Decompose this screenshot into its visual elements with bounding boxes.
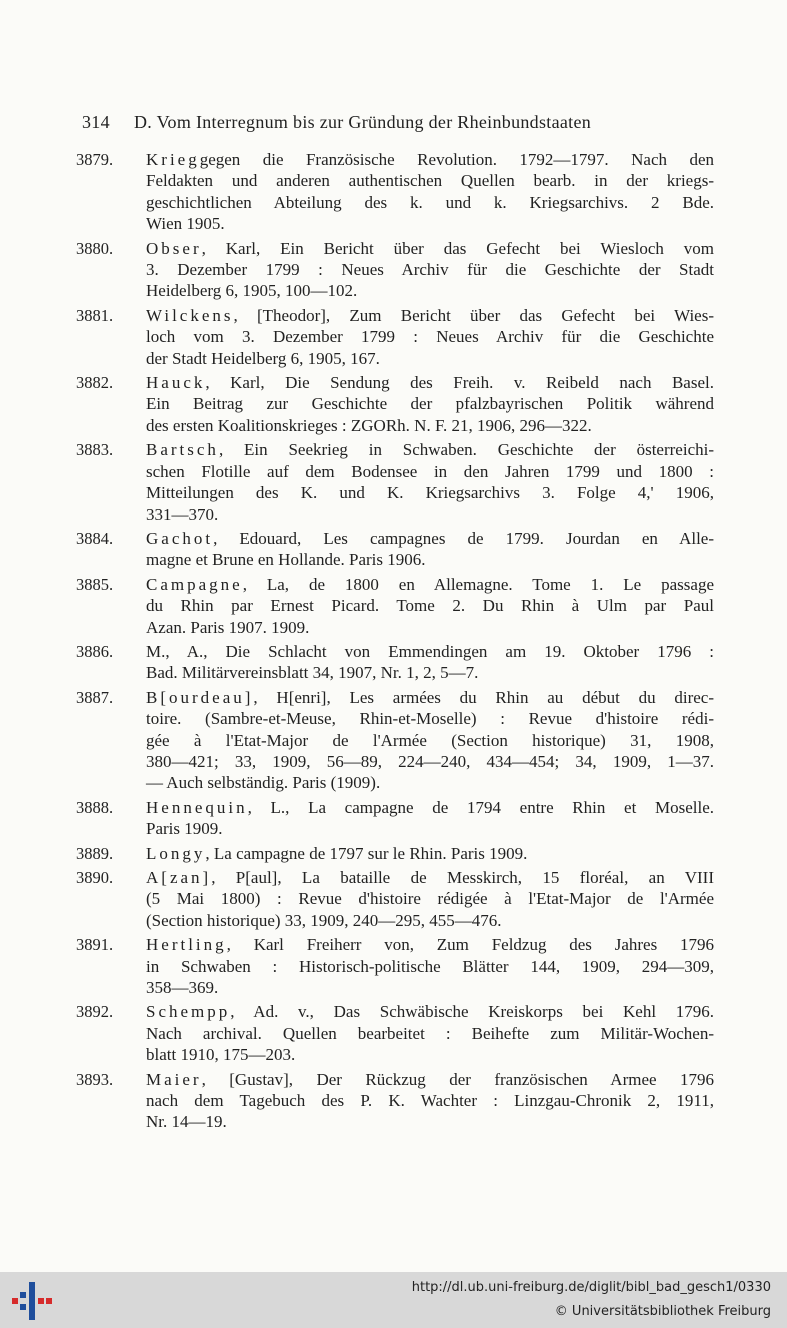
entry-line — [146, 708, 714, 729]
entry-line-text: der Stadt Heidelberg 6, 1905, 167. — [146, 348, 380, 368]
entry-line — [146, 149, 714, 170]
bibliography-entry — [76, 687, 714, 794]
entry-line — [146, 482, 714, 503]
entry-line-text: (5 Mai 1800) : Revue d'histoire rédigée à l'Etat-Major de l'Armée — [146, 889, 714, 909]
entry-line-text: in Schwaben : Historisch-politische Blätter 144, 1909, 294—309, — [146, 956, 714, 976]
entry-line-text: 331—370. — [146, 504, 219, 524]
bibliography-entry — [76, 843, 714, 864]
entry-line — [146, 192, 714, 213]
entry-line — [146, 977, 714, 998]
bibliography-entry — [76, 934, 714, 998]
entry-line-text: nach dem Tagebuch des P. K. Wachter : Linzgau-Chronik 2, 1911, — [146, 1091, 714, 1111]
entry-line-text: gée à l'Etat-Major de l'Armée (Section historique) 31, 1908, — [146, 730, 714, 750]
bibliography-entry — [76, 528, 714, 571]
entry-line-text: du Rhin par Ernest Picard. Tome 2. Du Rhin à Ulm par Paul — [146, 596, 714, 616]
entry-line-text: Feldakten und anderen authentischen Quellen bearb. in der kriegs- — [146, 171, 714, 191]
entry-line — [146, 439, 714, 460]
entry-line-text: , Karl, Die Sendung des Freih. v. Reibeld nach Basel. — [205, 373, 714, 393]
entry-line-text: geschichtlichen Abteilung des k. und k. Kriegsarchivs. 2 Bde. — [146, 192, 714, 212]
bibliography-entry — [76, 867, 714, 931]
entry-line-text: Paris 1909. — [146, 819, 223, 839]
entry-line — [146, 170, 714, 191]
entry-text — [146, 305, 714, 369]
entry-text — [146, 372, 714, 436]
entry-author: Hauck — [146, 373, 206, 393]
entry-line — [146, 259, 714, 280]
bibliography-entry — [76, 574, 714, 638]
entry-author: Maier — [146, 1069, 202, 1089]
entry-line — [146, 617, 714, 638]
footer-bar — [0, 1272, 787, 1328]
bibliography-entry — [76, 305, 714, 369]
entry-line-text: (Section historique) 33, 1909, 240—295, 455—476. — [146, 910, 502, 930]
entry-text — [146, 149, 714, 235]
entry-line-text: loch vom 3. Dezember 1799 : Neues Archiv für die Geschichte — [146, 327, 714, 347]
entry-line — [146, 549, 714, 570]
entry-line — [146, 1111, 714, 1132]
entry-number: 3884. — [76, 528, 114, 548]
bibliography-entry — [76, 797, 714, 840]
entry-line — [146, 348, 714, 369]
entry-line — [146, 843, 714, 864]
entry-line — [146, 867, 714, 888]
entry-author: Obser — [146, 238, 202, 258]
entry-author: Hertling — [146, 935, 227, 955]
entry-line-text: des ersten Koalitionskrieges : ZGORh. N. F. 21, 1906, 296—322. — [146, 415, 592, 435]
entry-number: 3891. — [76, 935, 114, 955]
bibliography-entry — [76, 641, 714, 684]
entry-line-text: Wien 1905. — [146, 214, 225, 234]
entry-number: 3893. — [76, 1069, 114, 1089]
entry-line-text: , La, de 1800 en Allemagne. Tome 1. Le passage — [242, 574, 714, 594]
entry-number: 3882. — [76, 373, 114, 393]
entry-text — [146, 1069, 714, 1133]
entry-text — [146, 439, 714, 525]
entry-line-text: , H[enri], Les armées du Rhin au début du direc- — [253, 687, 714, 707]
entry-number: 3879. — [76, 150, 114, 169]
entry-author: B[ourdeau] — [146, 687, 254, 707]
entry-line-text: Azan. Paris 1907. 1909. — [146, 617, 310, 637]
entry-line-text: , L., La campagne de 1794 entre Rhin et Moselle. — [247, 797, 714, 817]
entry-line — [146, 1023, 714, 1044]
entry-line — [146, 372, 714, 393]
entry-line — [146, 751, 714, 772]
entry-line — [146, 595, 714, 616]
entry-text — [146, 238, 714, 302]
entry-line — [146, 797, 714, 818]
bibliography-entry — [76, 238, 714, 302]
entry-line — [146, 772, 714, 793]
entry-text — [146, 867, 714, 931]
entry-line — [146, 393, 714, 414]
entry-number: 3880. — [76, 238, 114, 258]
entry-text — [146, 1001, 714, 1065]
entry-line-text: Nach archival. Quellen bearbeitet : Beihefte zum Militär-Wochen- — [146, 1023, 714, 1043]
entry-number: 3885. — [76, 574, 114, 594]
entry-line — [146, 730, 714, 751]
entry-line-text: Bad. Militärvereinsblatt 34, 1907, Nr. 1, 2, 5—7. — [146, 663, 479, 683]
entry-number: 3883. — [76, 440, 114, 460]
bibliography-entry — [76, 439, 714, 525]
entry-line — [146, 888, 714, 909]
entry-line — [146, 415, 714, 436]
entry-line-text: — Auch selbständig. Paris (1909). — [146, 773, 381, 793]
entry-line-text: gegen die Französische Revolution. 1792—1797. Nach den — [199, 150, 714, 169]
entry-line-text: , Ad. v., Das Schwäbische Kreiskorps bei Kehl 1796. — [230, 1002, 714, 1022]
entry-line-text: 358—369. — [146, 978, 219, 998]
source-url-link[interactable]: http://dl.ub.uni-freiburg.de/diglit/bibl_bad_gesch1/0330 — [411, 1280, 771, 1295]
bibliography-entry — [76, 149, 714, 235]
entry-line-text: Heidelberg 6, 1905, 100—102. — [146, 281, 358, 301]
entry-line-text: Nr. 14—19. — [146, 1112, 227, 1132]
entry-line-text: , Ein Seekrieg in Schwaben. Geschichte der österreichi- — [218, 440, 714, 460]
entry-line — [146, 641, 714, 662]
entry-number: 3892. — [76, 1002, 114, 1022]
entry-line-text: Ein Beitrag zur Geschichte der pfalzbayrischen Politik während — [146, 394, 714, 414]
bibliography-entry — [76, 1069, 714, 1133]
entry-text — [146, 574, 714, 638]
entry-line-text: , La campagne de 1797 sur le Rhin. Paris 1909. — [205, 843, 528, 863]
entry-number: 3886. — [76, 641, 114, 661]
entry-line-text: 380—421; 33, 1909, 56—89, 224—240, 434—454; 34, 1909, 1—37. — [146, 751, 714, 771]
entry-line-text: Mitteilungen des K. und K. Kriegsarchivs 3. Folge 4,' 1906, — [146, 483, 714, 503]
entry-line-text: , [Gustav], Der Rückzug der französischen Armee 1796 — [201, 1069, 714, 1089]
copyright-notice: © Universitätsbibliothek Freiburg — [554, 1304, 771, 1319]
entry-number: 3888. — [76, 797, 114, 817]
entry-line-text: toire. (Sambre-et-Meuse, Rhin-et-Moselle) : Revue d'histoire rédi- — [146, 709, 714, 729]
entry-line-text: , Edouard, Les campagnes de 1799. Jourdan en Alle- — [213, 528, 714, 548]
entry-number: 3881. — [76, 305, 114, 325]
entry-line — [146, 818, 714, 839]
entry-line — [146, 504, 714, 525]
entry-text — [146, 797, 714, 840]
entry-line — [146, 461, 714, 482]
entry-line — [146, 574, 714, 595]
entry-line — [146, 238, 714, 259]
entry-line — [146, 528, 714, 549]
entry-line — [146, 1001, 714, 1022]
entry-text — [146, 687, 714, 794]
entry-line-text: , Karl Freiherr von, Zum Feldzug des Jahres 1796 — [226, 935, 714, 955]
running-header — [82, 112, 692, 133]
entry-number: 3889. — [76, 843, 114, 863]
entry-text — [146, 934, 714, 998]
entry-line — [146, 662, 714, 683]
entry-line — [146, 934, 714, 955]
entry-line-text: blatt 1910, 175—203. — [146, 1045, 296, 1065]
entry-line — [146, 1090, 714, 1111]
entry-author: Gachot — [146, 528, 214, 548]
entry-author: Campagne — [146, 574, 243, 594]
entry-line — [146, 956, 714, 977]
entry-number: 3887. — [76, 687, 114, 707]
entry-author: A[zan] — [146, 868, 212, 887]
entry-line — [146, 213, 714, 234]
bibliography-entry — [76, 372, 714, 436]
entry-text — [146, 528, 714, 571]
entry-line-text: , [Theodor], Zum Bericht über das Gefecht bei Wies- — [233, 305, 714, 325]
entry-author: Schempp — [146, 1002, 231, 1022]
entry-author: Krieg — [146, 150, 200, 169]
entry-line — [146, 326, 714, 347]
entry-line — [146, 910, 714, 931]
entry-number: 3890. — [76, 868, 114, 887]
bibliography-list — [76, 149, 714, 1136]
running-title: D. Vom Interregnum bis zur Gründung der Rheinbundstaaten — [134, 112, 592, 132]
entry-author: Hennequin — [146, 797, 248, 817]
entry-line — [146, 687, 714, 708]
entry-line-text: , P[aul], La bataille de Messkirch, 15 floréal, an VIII — [211, 868, 714, 887]
entry-line-text: schen Flotille auf dem Bodensee in den Jahren 1799 und 1800 : — [146, 461, 714, 481]
bibliography-entry — [76, 1001, 714, 1065]
entry-text — [146, 641, 714, 684]
entry-line-text: M., A., Die Schlacht von Emmendingen am 19. Oktober 1796 : — [146, 641, 714, 661]
entry-line — [146, 280, 714, 301]
entry-line-text: , Karl, Ein Bericht über das Gefecht bei Wiesloch vom — [201, 238, 714, 258]
entry-line — [146, 1069, 714, 1090]
page-number: 314 — [82, 112, 110, 132]
entry-text — [146, 843, 714, 864]
entry-author: Wilckens — [146, 305, 234, 325]
entry-line-text: 3. Dezember 1799 : Neues Archiv für die Geschichte der Stadt — [146, 260, 714, 280]
entry-line — [146, 1044, 714, 1065]
entry-author: Bartsch — [146, 440, 219, 460]
entry-author: Longy — [146, 843, 206, 863]
entry-line-text: magne et Brune en Hollande. Paris 1906. — [146, 550, 426, 570]
entry-line — [146, 305, 714, 326]
library-logo-icon — [12, 1282, 52, 1320]
